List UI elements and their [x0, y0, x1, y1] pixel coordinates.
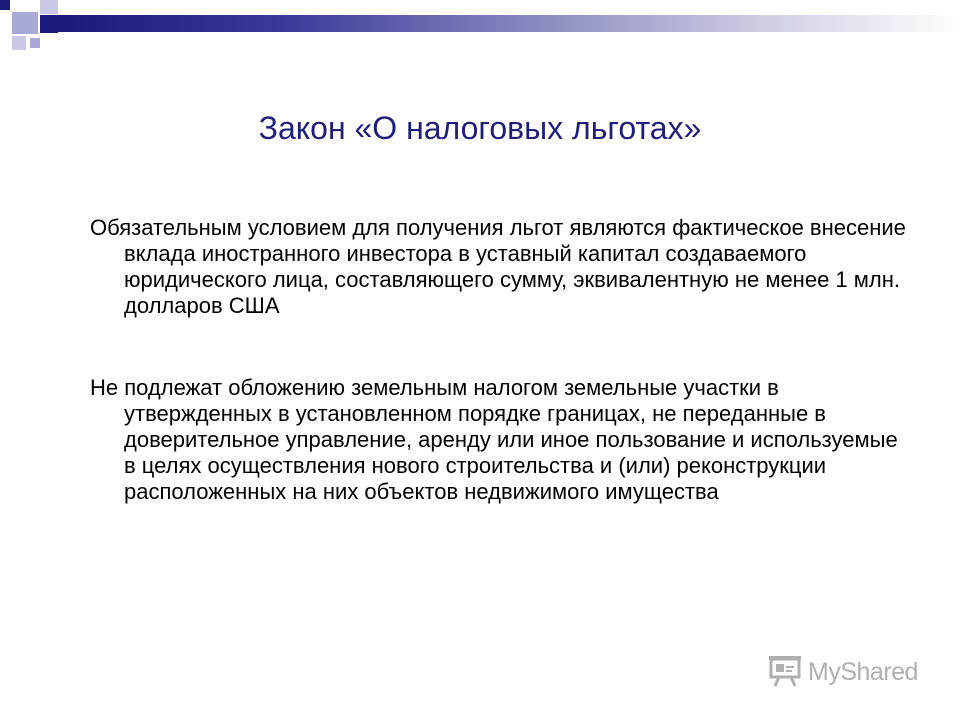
paragraph-conditions: Обязательным условием для получения льгот являются фактическое внесение вклада иностранного инвестора в уставный капитал создаваемого юридического лица, составляющего сумму, эквивалентную не менее 1 млн. долларов США — [90, 215, 906, 318]
corner-square — [30, 38, 40, 48]
corner-square — [12, 12, 38, 34]
watermark — [768, 655, 918, 689]
header-gradient-bar — [58, 15, 960, 32]
corner-square — [12, 36, 26, 50]
corner-square — [40, 0, 58, 14]
slide-content — [90, 215, 910, 505]
corner-square — [0, 0, 10, 10]
presentation-board-icon — [768, 655, 802, 689]
watermark-text: MyShared — [808, 657, 918, 686]
corner-square — [40, 15, 58, 33]
paragraph-land-tax: Не подлежат обложению земельным налогом земельные участки в утвержденных в установленном порядке границах, не переданные в доверительное управление, аренду или иное пользование и используемые в целях осуществления нового строительства и (или) реконструкции расположенных на них объектов недвижимого имущества — [90, 375, 898, 504]
slide-title: Закон «О налоговых льготах» — [258, 110, 702, 146]
